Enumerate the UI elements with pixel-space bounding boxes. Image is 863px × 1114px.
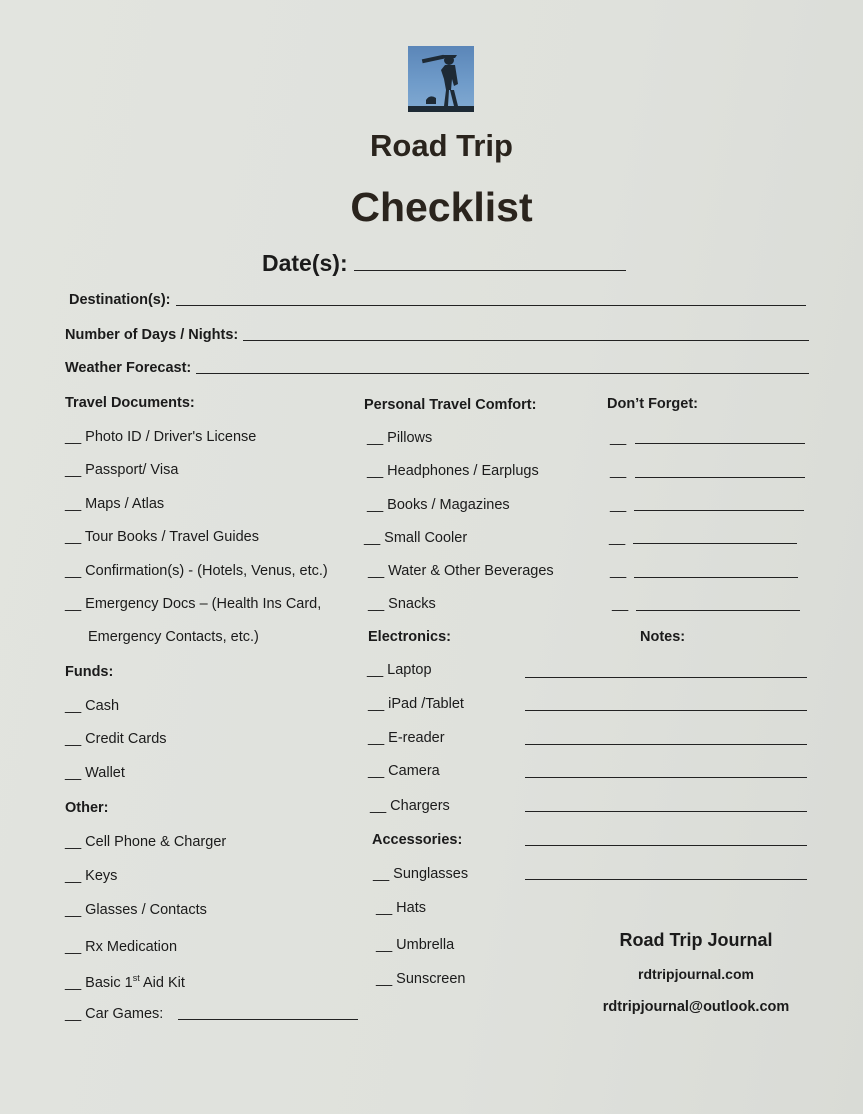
pirate-telescope-logo [408, 46, 474, 112]
checklist-item[interactable]: __ Sunglasses [373, 866, 469, 882]
checklist-item[interactable]: __ Emergency Docs – (Health Ins Card, [65, 596, 322, 612]
dont-forget-prefix: __ [610, 463, 627, 479]
checklist-item[interactable]: __ Laptop [367, 662, 432, 678]
dont-forget-blank-line[interactable] [635, 477, 805, 478]
checklist-item[interactable]: __ Passport/ Visa [65, 462, 179, 478]
car-games-blank-line[interactable] [178, 1019, 358, 1020]
notes-blank-line[interactable] [525, 845, 807, 846]
notes-blank-line[interactable] [525, 710, 807, 711]
dont-forget-blank-line[interactable] [635, 443, 805, 444]
travel-documents-heading: Travel Documents: [65, 395, 195, 411]
checklist-item[interactable]: __ Credit Cards [65, 731, 167, 747]
weather-blank-line[interactable] [196, 361, 809, 374]
checklist-item[interactable]: __ E-reader [368, 730, 445, 746]
checklist-item[interactable]: __ Books / Magazines [367, 497, 510, 513]
brand-name: Road Trip Journal [619, 930, 773, 950]
dates-field [262, 250, 626, 277]
checklist-item[interactable]: __ Headphones / Earplugs [367, 463, 539, 479]
checklist-item[interactable]: __ Photo ID / Driver's License [65, 429, 257, 445]
funds-heading: Funds: [65, 664, 114, 680]
checklist-item[interactable]: __ Tour Books / Travel Guides [65, 529, 259, 545]
notes-blank-line[interactable] [525, 677, 807, 678]
checklist-item-continued: Emergency Contacts, etc.) [88, 629, 259, 645]
first-aid-suffix: Aid Kit [139, 974, 185, 991]
checklist-item[interactable]: __ Chargers [370, 798, 450, 814]
pirate-silhouette-icon [408, 46, 474, 112]
car-games-field[interactable] [65, 1006, 163, 1022]
checklist-item[interactable]: __ Cash [65, 698, 120, 714]
title-road-trip: Road Trip [370, 128, 513, 163]
checklist-item[interactable]: __ Cell Phone & Charger [65, 834, 227, 850]
weather-field [65, 360, 809, 376]
dont-forget-blank-line[interactable] [634, 510, 804, 511]
electronics-heading: Electronics: [368, 629, 451, 645]
checklist-item[interactable]: __ Snacks [368, 596, 436, 612]
checklist-item[interactable]: __ Camera [368, 763, 440, 779]
days-nights-blank-line[interactable] [243, 328, 809, 341]
weather-label: Weather Forecast: [65, 360, 192, 376]
destination-blank-line[interactable] [176, 293, 807, 306]
brand-email: rdtripjournal@outlook.com [602, 999, 790, 1015]
accessories-heading: Accessories: [372, 832, 463, 848]
title-checklist: Checklist [350, 184, 533, 230]
dont-forget-blank-line[interactable] [633, 543, 797, 544]
brand-website: rdtripjournal.com [638, 966, 754, 982]
dont-forget-prefix: __ [612, 596, 629, 612]
checklist-item[interactable]: __ Wallet [65, 765, 125, 781]
first-aid-superscript: st [132, 973, 140, 983]
first-aid-prefix: __ Basic 1 [65, 974, 133, 991]
notes-blank-line[interactable] [525, 744, 807, 745]
checklist-item[interactable]: __ Keys [65, 868, 118, 884]
dont-forget-blank-line[interactable] [636, 610, 800, 611]
destination-label: Destination(s): [69, 292, 171, 308]
dont-forget-heading: Don’t Forget: [607, 396, 699, 412]
notes-heading: Notes: [640, 629, 686, 645]
dates-label: Date(s): [262, 250, 348, 276]
dont-forget-prefix: __ [610, 430, 627, 446]
checklist-item[interactable]: __ Pillows [367, 430, 433, 446]
destination-field [69, 292, 806, 308]
car-games-label: __ Car Games: [65, 1006, 164, 1022]
checklist-item[interactable]: __ Umbrella [376, 937, 455, 953]
checklist-item[interactable]: __ Sunscreen [376, 971, 466, 987]
dont-forget-blank-line[interactable] [634, 577, 798, 578]
dont-forget-prefix: __ [610, 563, 627, 579]
checklist-item[interactable]: __ Rx Medication [65, 939, 178, 955]
checklist-item[interactable]: __ Small Cooler [364, 530, 468, 546]
dates-blank-line[interactable] [354, 250, 626, 271]
notes-blank-line[interactable] [525, 811, 807, 812]
checklist-item-first-aid-kit[interactable] [65, 973, 185, 991]
checklist-item[interactable]: __ Glasses / Contacts [65, 902, 207, 918]
checklist-item[interactable]: __ Water & Other Beverages [368, 563, 554, 579]
checklist-item[interactable]: __ iPad /Tablet [368, 696, 464, 712]
dont-forget-prefix: __ [609, 530, 626, 546]
checklist-item[interactable]: __ Hats [376, 900, 426, 916]
days-nights-label: Number of Days / Nights: [65, 327, 239, 343]
days-nights-field [65, 327, 809, 343]
other-heading: Other: [65, 800, 109, 816]
notes-blank-line[interactable] [525, 777, 807, 778]
notes-blank-line[interactable] [525, 879, 807, 880]
dont-forget-prefix: __ [610, 497, 627, 513]
personal-comfort-heading: Personal Travel Comfort: [364, 397, 537, 413]
checklist-item[interactable]: __ Maps / Atlas [65, 496, 165, 512]
checklist-item[interactable]: __ Confirmation(s) - (Hotels, Venus, etc.) [65, 563, 328, 579]
